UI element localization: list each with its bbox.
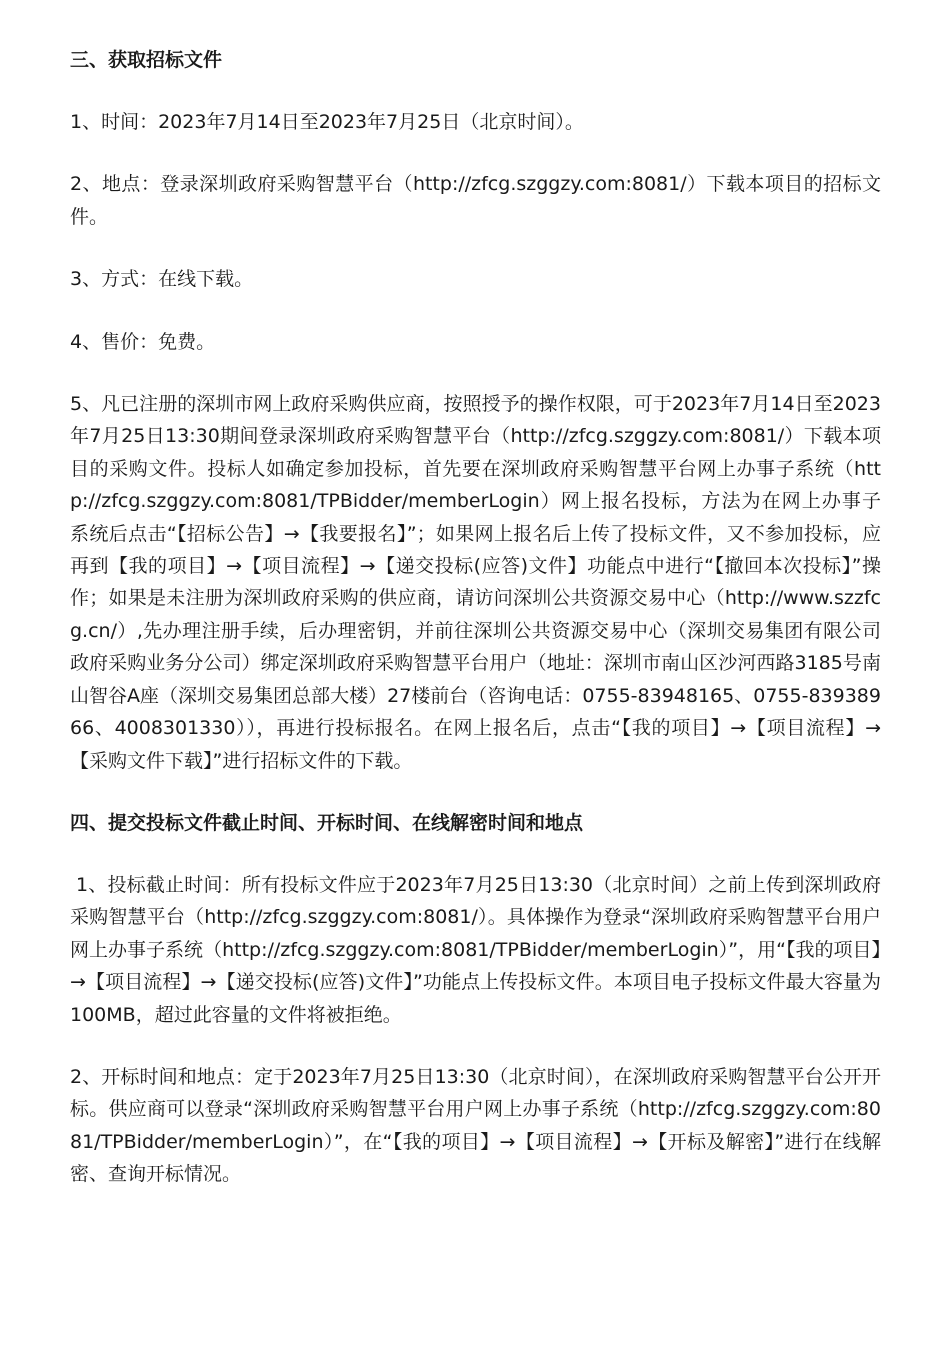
section-3-item-time: 1、时间：2023年7月14日至2023年7月25日（北京时间）。 (70, 111, 584, 133)
document-page (70, 44, 881, 1191)
section-3-item-price: 4、售价：免费。 (70, 330, 216, 353)
section-3-item-method: 3、方式：在线下载。 (70, 268, 254, 291)
section-3-item-place: 2、地点：登录深圳政府采购智慧平台（http://zfcg.szggzy.com:8081/）下载本项目的招标文件。 (70, 173, 881, 228)
section-4-item-deadline: 1、投标截止时间：所有投标文件应于2023年7月25日13:30（北京时间）之前上传到深圳政府采购智慧平台（http://zfcg.szggzy.com:8081/）。具体操作为登录“深圳政府采购智慧平台用户网上办事子系统（http://zfcg.szggzy.com:8081/TPBidder/memberLogin）”，用“【我的项目】→【项目流程】→【递交投标(应答)文件】”功能点上传投标文件。本项目电子投标文件最大容量为100MB，超过此容量的文件将被拒绝。 (70, 873, 881, 1026)
section-4-heading: 四、提交投标文件截止时间、开标时间、在线解密时间和地点 (70, 811, 584, 834)
section-4-item-opening: 2、开标时间和地点：定于2023年7月25日13:30（北京时间），在深圳政府采购智慧平台公开开标。供应商可以登录“深圳政府采购智慧平台用户网上办事子系统（http://zfcg.szggzy.com:8081/TPBidder/memberLogin）”，在“【我的项目】→【项目流程】→【开标及解密】”进行在线解密、查询开标情况。 (70, 1065, 881, 1186)
section-3-heading: 三、获取招标文件 (70, 49, 223, 71)
section-3-item-registered-suppliers: 5、凡已注册的深圳市网上政府采购供应商，按照授予的操作权限，可于2023年7月14日至2023年7月25日13:30期间登录深圳政府采购智慧平台（http://zfcg.szggzy.com:8081/）下载本项目的采购文件。投标人如确定参加投标，首先要在深圳政府采购智慧平台网上办事子系统（http://zfcg.szggzy.com:8081/TPBidder/memberLogin）网上报名投标，方法为在网上办事子系统后点击“【招标公告】→【我要报名】”；如果网上报名后上传了投标文件，又不参加投标，应再到【我的项目】→【项目流程】→【递交投标(应答)文件】功能点中进行“【撤回本次投标】”操作；如果是未注册为深圳政府采购的供应商，请访问深圳公共资源交易中心（http://www.szzfcg.cn/）,先办理注册手续，后办理密钥，并前往深圳公共资源交易中心（深圳交易集团有限公司政府采购业务分公司）绑定深圳政府采购智慧平台用户（地址：深圳市南山区沙河西路3185号南山智谷A座（深圳交易集团总部大楼）27楼前台（咨询电话：0755-83948165、0755-83938966、4008301330）），再进行投标报名。在网上报名后，点击“【我的项目】→【项目流程】→【采购文件下载】”进行招标文件的下载。 (70, 393, 881, 772)
